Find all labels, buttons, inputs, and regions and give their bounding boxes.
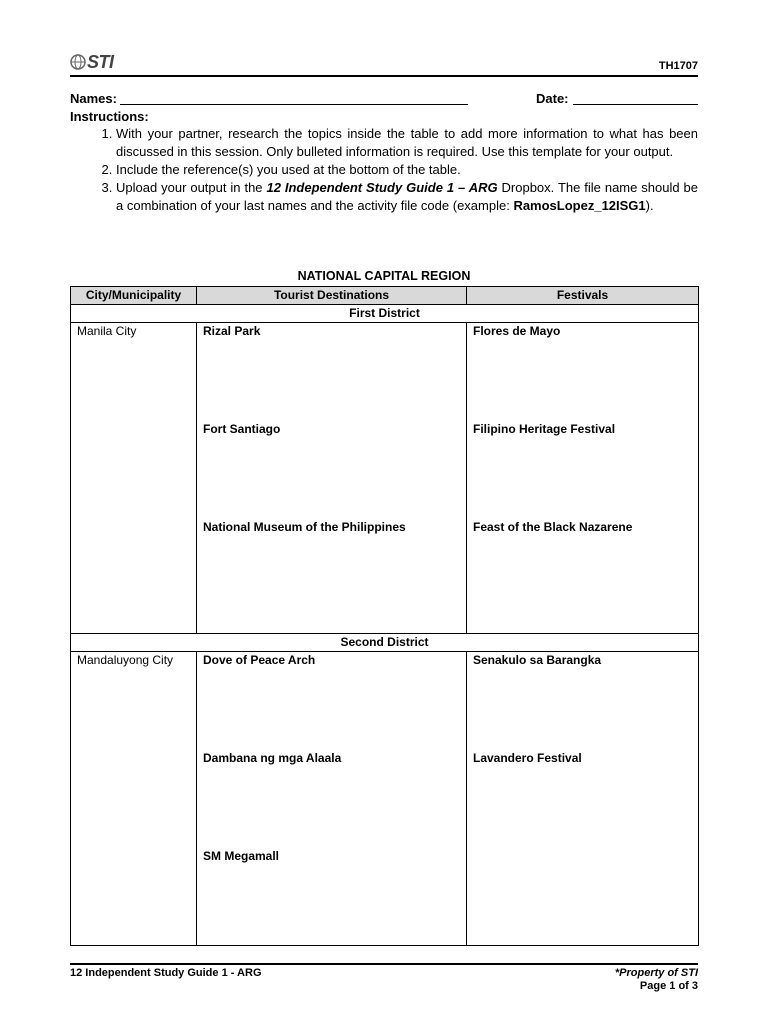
header-city: City/Municipality (71, 287, 197, 305)
instructions-list (70, 125, 698, 215)
page-header (70, 52, 698, 77)
header-festivals: Festivals (467, 287, 699, 305)
festival-item: Feast of the Black Nazarene (473, 520, 633, 534)
region-table (70, 286, 699, 946)
destination-item: Dambana ng mga Alaala (203, 751, 342, 765)
page-footer (70, 963, 698, 992)
festivals-cell (467, 323, 699, 634)
file-name-example: RamosLopez_12ISG1 (513, 198, 646, 213)
festival-item: Filipino Heritage Festival (473, 422, 616, 436)
table-title: NATIONAL CAPITAL REGION (297, 269, 471, 283)
table-header-row (71, 287, 699, 305)
city-cell: Mandaluyong City (71, 652, 197, 946)
instruction-item-3: 3. Upload your output in the 12 Independent Study Guide 1 – ARG Dropbox. The file name should be a combination of your last names and the activity file code (example: RamosLopez_12ISG1). (116, 179, 698, 215)
names-field[interactable] (120, 104, 468, 105)
district-name: Second District (71, 634, 699, 652)
festival-item: Lavandero Festival (473, 751, 582, 765)
destinations-cell (197, 652, 467, 946)
instruction-item-2: 2. Include the reference(s) you used at the bottom of the table. (116, 161, 698, 179)
destinations-cell (197, 323, 467, 634)
festivals-cell (467, 652, 699, 946)
city-cell: Manila City (71, 323, 197, 634)
destination-item: National Museum of the Philippines (203, 520, 406, 534)
instructions-heading: Instructions: (70, 109, 149, 124)
table-row (71, 323, 699, 634)
date-field[interactable] (573, 104, 698, 105)
festival-item: Senakulo sa Barangka (473, 653, 602, 667)
destination-item: Rizal Park (203, 324, 261, 338)
names-date-row (70, 90, 698, 108)
destination-item: Dove of Peace Arch (203, 653, 316, 667)
logo-text: STI (87, 51, 114, 72)
footer-right (615, 967, 698, 993)
table-row (71, 652, 699, 946)
page-number: Page 1 of 3 (639, 980, 698, 992)
footer-guide-title: 12 Independent Study Guide 1 - ARG (70, 967, 262, 979)
sti-globe-icon (70, 54, 86, 70)
destination-item: SM Megamall (203, 849, 280, 863)
instruction-item-1: 1. With your partner, research the topics inside the table to add more information to what has been discussed in this session. Only bulleted information is required. Use this template for your output. (116, 125, 698, 161)
date-label: Date: (536, 91, 569, 106)
property-notice: *Property of STI (614, 967, 698, 979)
names-label: Names: (70, 91, 117, 106)
festival-item: Flores de Mayo (473, 324, 561, 338)
destination-item: Fort Santiago (203, 422, 281, 436)
document-code: TH1707 (658, 60, 698, 72)
guide-name: 12 Independent Study Guide 1 – ARG (266, 180, 498, 195)
district-row (71, 634, 699, 652)
district-row (71, 305, 699, 323)
district-name: First District (71, 305, 699, 323)
sti-logo (70, 52, 114, 72)
header-destinations: Tourist Destinations (197, 287, 467, 305)
